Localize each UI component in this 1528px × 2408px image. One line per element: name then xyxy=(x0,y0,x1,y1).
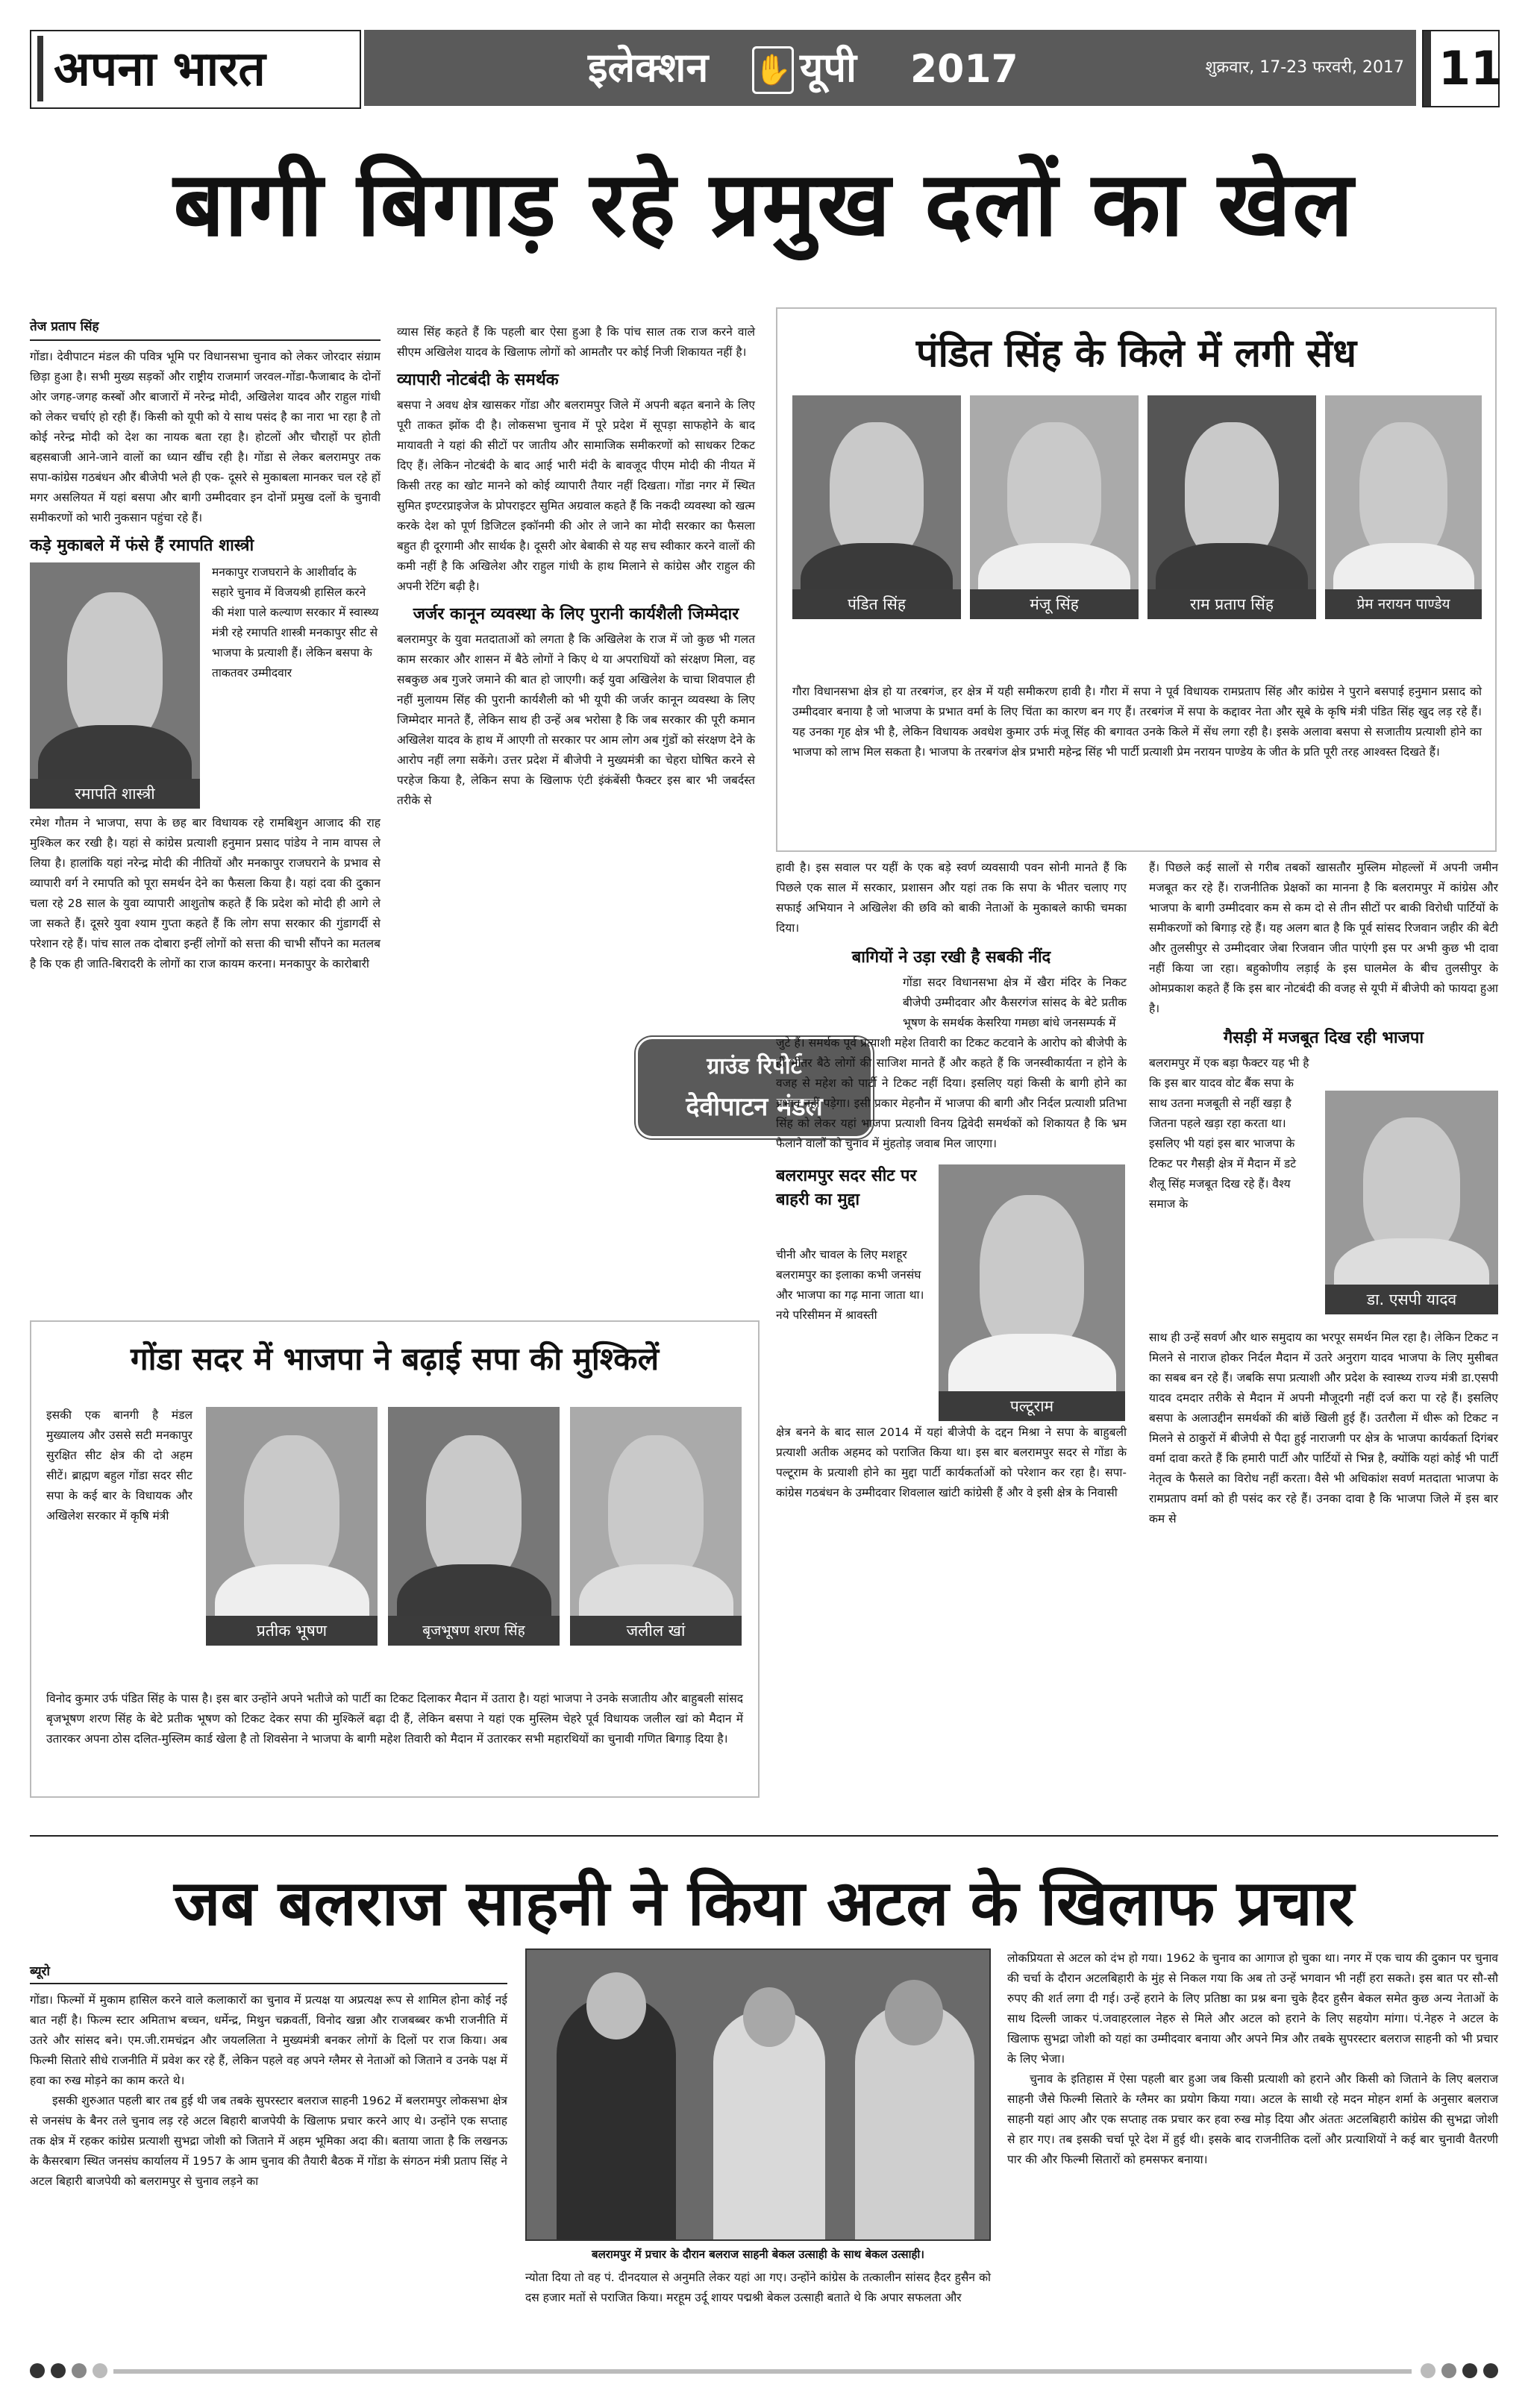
article2-column-3 xyxy=(1007,1948,1498,2170)
photo-prem-narayan-pandey xyxy=(1325,395,1482,619)
article2-p3: लोकप्रियता से अटल को दंभ हो गया। 1962 के चुनाव का आगाज हो चुका था। नगर में एक चाय की दुकान पर चुनाव की चर्चा के दौरान अटलबिहारी के मुंह से निकल गया कि अब तो उन्हें भगवान भी नहीं हरा सकते। इस बात पर सौ-सौ रुपए की शर्त लगा दी गई। उन्हें हराने के लिए प्रतिष्ठा का प्रश्न बना चुके हैदर हुसैन बेकल समेत कुछ अन्य नेताओं के साथ दिल्ली जाकर पं.जवाहरलाल नेहरु से मिले और अटल को हराने के लिए सहयोग मांगा। पं.नेहरु ने अटल के खिलाफ सुभद्रा जोशी को यहां का उम्मीदवार बनाया और अपने मित्र और तबके सुपरस्टार बलराज साहनी को भी प्रचार के लिए भेजा। xyxy=(1007,1951,1498,2066)
ramapati-text: मनकापुर राजघराने के आशीर्वाद के सहारे चुनाव में विजयश्री हासिल करने की मंशा पाले कल्याण सरकार में स्वास्थ्य मंत्री रहे रमापति शास्त्री मनकापुर सीट से भाजपा के प्रत्याशी हैं। लेकिन बसपा के ताकतवर उम्मीदवार xyxy=(212,565,379,680)
photo-caption: राम प्रताप सिंह xyxy=(1147,589,1316,619)
box-pandit-singh xyxy=(776,307,1497,852)
col3-p2: जुटे हैं। समर्थक पूर्व प्रत्याशी महेश तिवारी का टिकट कटवाने के आरोप को बीजेपी के ही भीतर बैठे लोगों की साजिश मानते हैं और कहते हैं कि जनस्वीकार्यता न होने के वजह से महेश को पार्टी ने टिकट नहीं दिया। इसलिए यहां किसी के बागी होने का प्रभाव नहीं पड़ेगा। इसी प्रकार मेहनौन में भाजपा की बागी और निर्दल प्रत्याशी प्रतिभा सिंह को लेकर यहां भाजपा प्रत्याशी विनय द्विवेदी समर्थकों को शिकायत है कि भ्रम फैलाने वालों को चुनाव में मुंहतोड़ जवाब मिल जाएगा। xyxy=(776,1036,1127,1150)
section-tail: यूपी xyxy=(800,44,857,91)
photo-jaleel-khan xyxy=(570,1407,742,1646)
col3-p3-short: चीनी और चावल के लिए मशहूर बलरामपुर का इलाका कभी जनसंघ और भाजपा का गढ़ माना जाता था। नये परिसीमन में श्रावस्ती xyxy=(776,1248,924,1322)
col2-top: व्यास सिंह कहते हैं कि पहली बार ऐसा हुआ है कि पांच साल तक राज करने वाले सीएम अखिलेश यादव के खिलाफ लोगों को आमतौर पर कोई निजी शिकायत नहीं है। xyxy=(397,325,755,359)
box-pandit-title: पंडित सिंह के किले में लगी सेंध xyxy=(915,331,1357,376)
column-2 xyxy=(397,322,755,811)
byline: तेज प्रताप सिंह xyxy=(30,319,99,334)
col3-p1: हावी है। इस सवाल पर यहीं के एक बड़े स्वर्ण व्यवसायी पवन सोनी मानते हैं कि पिछले एक साल में सरकार, प्रशासन और यहां तक कि सपा के भीतर चलाए गए सफाई अभियान ने अखिलेश की छवि को बाकी नेताओं के मुकाबले काफी चमका दिया। xyxy=(776,861,1127,935)
box-gonda-sadar xyxy=(30,1320,760,1798)
subhead-law-order: जर्जर कानून व्यवस्था के लिए पुरानी कार्यशैली जिम्मेदार xyxy=(413,605,739,624)
hand-symbol-icon: ✋ xyxy=(752,46,794,94)
photo-ramapati-shastri xyxy=(30,562,200,809)
subhead-traders: व्यापारी नोटबंदी के समर्थक xyxy=(397,371,559,389)
col3-p2-short: गोंडा सदर विधानसभा क्षेत्र में खैरा मंदिर के निकट बीजेपी उम्मीदवार और कैसरगंज सांसद के बेटे प्रतीक भूषण के समर्थक केसरिया गमछा बांधे जनसम्पर्क में xyxy=(903,976,1127,1029)
subhead-gaisadi: गैसड़ी में मजबूत दिख रही भाजपा xyxy=(1223,1029,1424,1047)
photo-prateek-bhushan xyxy=(206,1407,378,1646)
col4-p2-short: बलरामपुर में एक बड़ा फैक्टर यह भी है कि इस बार यादव वोट बैंक सपा के साथ उतना मजबूती से नहीं खड़ा है जितना पहले खड़ा रहा करता था। इसलिए भी यहां इस बार भाजपा के टिकट पर गैसड़ी क्षेत्र में मैदान में डटे शैलू सिंह मजबूत दिख रहे हैं। वैश्य समाज के xyxy=(1149,1056,1309,1211)
col4-p1: हैं। पिछले कई सालों से गरीब तबकों खासतौर मुस्लिम मोहल्लों में अपनी जमीन मजबूत कर रहे हैं। राजनीतिक प्रेक्षकों का मानना है कि बलरामपुर में कांग्रेस और भाजपा के बागी उम्मीदवार कम से कम दो से तीन सीटों पर बाकी विरोधी पार्टियों के समीकरणों को बिगाड़ रहे हैं। यह अलग बात है कि पूर्व सांसद रिजवान जहीर की बेटी और तुलसीपुर से उम्मीदवार जेबा रिजवान जीत पाएंगी इस पर अभी कुछ भी दावा नहीं किया जा रहा। बहुकोणीय लड़ाई के इस घालमेल के बीच तुलसीपुर के ओमप्रकाश कहते हैं कि इस बार नोटबंदी की वजह से यूपी में बीजेपी को फायदा हुआ है। xyxy=(1149,861,1498,1015)
ramapati-text-cont: रमेश गौतम ने भाजपा, सपा के छह बार विधायक रहे रामबिशुन आजाद की राह मुश्किल कर रखी है। यहां से कांग्रेस प्रत्याशी हनुमान प्रसाद पांडेय ने नाम वापस ले लिया है। हालांकि यहां नरेन्द्र मोदी की नीतियों और मनकापुर राजघराने के प्रभाव से व्यापारी वर्ग ने रमापति को पूरा समर्थन देने का फैसला किया है। यहां दवा की दुकान चला रहे 28 साल के युवा व्यापारी आशुतोष कहते हैं कि प्रदेश को मोदी ही आगे ले जा सकते हैं। दूसरे युवा श्याम गुप्ता कहते हैं कि लोग सपा सरकार की गुंडागर्दी से परेशान रहे हैं। पांच साल तक दोबारा इन्हीं लोगों को सत्ता की चाभी सौंपने का मतलब है कि एक ही जाति-बिरादरी के लोगों का राज कायम करना। मनकापुर के कारोबारी xyxy=(30,816,381,971)
subhead-balrampur: बलरामपुर सदर सीट पर बाहरी का मुद्दा xyxy=(776,1167,917,1209)
article-intro: गोंडा। देवीपाटन मंडल की पवित्र भूमि पर विधानसभा चुनाव को लेकर जोरदार संग्राम छिड़ा हुआ है। सभी मुख्य सड़कों और राष्ट्रीय राजमार्ग जरवल-गोंडा-फैजाबाद के दोनों ओर जगह-जगह कस्बों और बाजारों में नरेन्द्र मोदी, अखिलेश यादव और राहुल गांधी को लेकर चर्चाएं हो रही हैं। किसी को यूपी को ये साथ पसंद है का नारा भा रहा है तो कोई नरेन्द्र मोदी को देश का नायक बता रहा है। होटलों और चौराहों पर होती बहसबाजी आने-जाने वालों का ध्यान खींच रही है। गोंडा से लेकर बलरामपुर तक सपा-कांग्रेस गठबंधन और बीजेपी भले ही एक- दूसरे से मुकाबला मानकर चल रहे हों मगर असलियत में यहां बसपा और बागी उम्मीदवार इन दोनों प्रमुख दलों के चुनावी समीकरणों को भारी नुकसान पहुंचा रहे हैं। xyxy=(30,350,381,524)
box-pandit-text: गौरा विधानसभा क्षेत्र हो या तरबगंज, हर क्षेत्र में यही समीकरण हावी है। गौरा में सपा ने पूर्व विधायक रामप्रताप सिंह और कांग्रेस ने पुराने बसपाई हनुमान प्रसाद को उम्मीदवार बनाया है जो भाजपा के प्रभात वर्मा के लिए चिंता का कारण बन गए हैं। तरबगंज में सपा के कद्दावर नेता और सूबे के कृषि मंत्री पंडित सिंह खुद लड़ रहे हैं। यह उनका गृह क्षेत्र भी है, लेकिन विधायक अवधेश कुमार उर्फ मंजू सिंह की बगावत उनके किले में सेंध लगा रही है। इसके अलावा बसपा से सजातीय प्रत्याशी होने का भाजपा को लाभ मिल सकता है। भाजपा के तरबगंज क्षेत्र प्रभारी महेन्द्र सिंह भी पार्टी प्रत्याशी प्रेम नरायन पाण्डेय के जीत के प्रति पूरी तरह आश्वस्त दिखते हैं। xyxy=(792,685,1482,759)
article2-column-1 xyxy=(30,1990,507,2192)
page-number: 11 xyxy=(1438,41,1503,95)
photo-caption: डा. एसपी यादव xyxy=(1325,1285,1498,1314)
issue-date: शुक्रवार, 17-23 फरवरी, 2017 xyxy=(1205,58,1404,77)
subhead-ramapati: कड़े मुकाबले में फंसे हैं रमापति शास्त्री xyxy=(30,536,254,555)
article2-photo-caption: बलरामपुर में प्रचार के दौरान बलराज साहनी बेकल उत्साही के साथ बेकल उत्साही। xyxy=(592,2248,924,2261)
photo-sp-yadav xyxy=(1325,1091,1498,1314)
photo-caption: प्रतीक भूषण xyxy=(206,1616,378,1646)
photo-palturam xyxy=(939,1164,1125,1421)
article2-p2: इसकी शुरुआत पहली बार तब हुई थी जब तबके सुपरस्टार बलराज साहनी 1962 में बलरामपुर लोकसभा क्षेत्र से जनसंघ के बैनर तले चुनाव लड़ रहे अटल बिहारी बाजपेयी के खिलाफ प्रचार करने आए थे। उन्होंने एक सप्ताह तक क्षेत्र में रहकर कांग्रेस प्रत्याशी सुभद्रा जोशी को जिताने में अहम भूमिका अदा की। बताया जाता है कि लखनऊ के कैसरबाग स्थित जनसंघ कार्यालय में 1957 के आम चुनाव की तैयारी बैठक में गोंडा के संगठन मंत्री प्रताप सिंह ने अटल बिहारी बाजपेयी को बलरामपुर से चुनाव लड़ने का xyxy=(30,2094,507,2188)
photo-caption: मंजू सिंह xyxy=(970,589,1139,619)
photo-caption: बृजभूषण शरण सिंह xyxy=(388,1616,560,1646)
main-headline: बागी बिगाड़ रहे प्रमुख दलों का खेल xyxy=(173,153,1355,257)
photo-caption: रमापति शास्त्री xyxy=(30,779,200,809)
photo-caption: जलील खां xyxy=(570,1616,742,1646)
article2-p4: चुनाव के इतिहास में ऐसा पहली बार हुआ जब किसी प्रत्याशी को हराने और किसी को जिताने के लिए बलराज साहनी जैसे फिल्मी सितारे के ग्लैमर का प्रयोग किया गया। अटल के साथी रहे मदन मोहन शर्मा के अनुसार बलराज साहनी यहां आए और एक सप्ताह तक प्रचार कर हवा रुख मोड़ दिया और अंततः अटलबिहारी कांग्रेस की सुभद्रा जोशी से हार गए। तब इसकी चर्चा पूरे देश में हुई थी। इसके बाद राजनीतिक दलों और प्रत्याशियों ने कई बार चुनावी वैतरणी पार की और फिल्मी सितारों को हमसफर बनाया। xyxy=(1007,2072,1498,2166)
photo-pandit-singh xyxy=(792,395,961,619)
photo-caption: प्रेम नरायन पाण्डेय xyxy=(1325,589,1482,619)
col3-p3: क्षेत्र बनने के बाद साल 2014 में यहां बीजेपी के दद्दन मिश्रा ने सपा के बाहुबली प्रत्याशी अतीक अहमद को पराजित किया था। इस बार बलरामपुर सदर से गोंडा के पल्टूराम के प्रत्याशी होने का मुद्दा पार्टी कार्यकर्ताओं को परेशान कर रहा है। सपा-कांग्रेस गठबंधन के उम्मीदवार शिवलाल खांटी कांग्रेसी हैं और वे इसी क्षेत्र के निवासी xyxy=(776,1426,1127,1499)
col2-p3: बलरामपुर के युवा मतदाताओं को लगता है कि अखिलेश के राज में जो कुछ भी गलत काम सरकार और शासन में बैठे लोगों ने किए थे या अपराधियों को संरक्षण मिला, वह सबकुछ अब गुजरे जमाने की बात हो जाएगी। कई युवा अखिलेश के चाचा शिवपाल ही नहीं मुलायम सिंह की पुरानी कार्यशैली को भी यूपी की जर्जर कानून व्यवस्था के लिए जिम्मेदार मानते हैं, लेकिन साथ ही उन्हें अब भरोसा है कि जब सरकार की पूरी कमान अखिलेश यादव के हाथ में आएगी तो सरकार पर आम लोग अब गुंडों को संरक्षण देने के आरोप नहीं लगा सकेंगे। उत्तर प्रदेश में बीजेपी ने मुख्यमंत्री का चेहरा घोषित करने से परहेज किया है, लेकिन सपा के खिलाफ एंटी इंकंबेंसी फैक्टर इस बार भी जबर्दस्त तरीके से xyxy=(397,633,755,807)
footer-bar xyxy=(30,2357,1498,2387)
subhead-rebels: बागियों ने उड़ा रखी है सबकी नींद xyxy=(851,948,1051,967)
article2-mid-text: न्योता दिया तो वह पं. दीनदयाल से अनुमति लेकर यहां आ गए। उन्होंने कांग्रेस के तत्कालीन सांसद हैदर हुसैन को दस हजार मतों से पराजित किया। मरहूम उर्दू शायर पद्मश्री बेकल उत्साही बताते थे कि अपार सफलता और xyxy=(525,2271,991,2304)
paper-name-box xyxy=(30,30,361,109)
ground-report-line2: देवीपाटन मंडल xyxy=(686,1092,823,1122)
photo-brijbhushan-sharan-singh xyxy=(388,1407,560,1646)
masthead xyxy=(30,30,1503,107)
section-year: 2017 xyxy=(910,47,1018,92)
article2-photo xyxy=(525,1948,991,2241)
ground-report-line1: ग्राउंड रिपोर्ट xyxy=(707,1053,802,1079)
column-3 xyxy=(776,858,1127,1503)
photo-caption: पंडित सिंह xyxy=(792,589,961,619)
paper-name: अपना भारत xyxy=(54,41,266,97)
box-gonda-short: इसकी एक बानगी है मंडल मुख्यालय और उससे सटी मनकापुर सुरक्षित सीट क्षेत्र की दो अहम सीटें। ब्राह्मण बहुल गोंडा सदर सीट सपा के कई बार के विधायक और अखिलेश सरकार में कृषि मंत्री xyxy=(46,1408,192,1523)
article2-headline: जब बलराज साहनी ने किया अटल के खिलाफ प्रचार xyxy=(174,1866,1354,1940)
box-gonda-text: विनोद कुमार उर्फ पंडित सिंह के पास है। इस बार उन्होंने अपने भतीजे को पार्टी का टिकट दिलाकर मैदान में उतारा है। यहां भाजपा ने उनके सजातीय और बाहुबली सांसद बृजभूषण शरण सिंह के बेटे प्रतीक भूषण को टिकट देकर सपा की मुश्किलें बढ़ा दी हैं, लेकिन बसपा ने यहां एक मुस्लिम चेहरे पूर्व विधायक जलील खां को मैदान में उतारकर अपना ठोस दलित-मुस्लिम कार्ड खेला है तो शिवसेना ने भाजपा के बागी महेश तिवारी को मैदान में उतारकर सभी महारथियों का चुनावी गणित बिगाड़ दिया है। xyxy=(46,1692,743,1746)
column-1 xyxy=(30,347,381,974)
article2-byline: ब्यूरो xyxy=(30,1964,50,1979)
photo-manju-singh xyxy=(970,395,1139,619)
col4-p2: साथ ही उन्हें सवर्ण और थारु समुदाय का भरपूर समर्थन मिल रहा है। लेकिन टिकट न मिलने से नाराज होकर निर्दल मैदान में उतरे अनुराग यादव भाजपा के लिए मुसीबत का सबब बन रहे हैं। जबकि सपा प्रत्याशी और प्रदेश के स्वास्थ्य राज्य मंत्री डा.एसपी यादव दमदार तरीके से मैदान में अपनी मौजूदगी नहीं दर्ज करा पा रहे हैं। इसलिए बसपा के अलाउद्दीन समर्थकों की बांछें खिली हुई हैं। उतरौला में धीरू को टिकट न मिलने से ठाकुरों में बीजेपी से पैदा हुई नाराजगी पर क्षेत्र के भाजपा कार्यकर्ता दिगंबर वर्मा दावा करते हैं कि हमारी पार्टी और पार्टियों से भिन्न है, क्योंकि यहां कोई भी पार्टी नेतृत्व के फैसले का विरोध नहीं करता। वैसे भी अधिकांश सवर्ण मतदाता भाजपा के रामप्रताप वर्मा को ही पसंद कर रहे हैं। उनका दावा है कि भाजपा जिले में इस बार कम से xyxy=(1149,1331,1498,1526)
box-gonda-title: गोंडा सदर में भाजपा ने बढ़ाई सपा की मुश्किलें xyxy=(130,1341,660,1377)
section-band xyxy=(364,30,1416,106)
section-label: इलेक्शन xyxy=(588,44,709,91)
article2-p1: गोंडा। फिल्मों में मुकाम हासिल करने वाले कलाकारों का चुनाव में प्रत्यक्ष या अप्रत्यक्ष रूप से शामिल होना कोई नई बात नहीं है। फिल्म स्टार अमिताभ बच्चन, धर्मेन्द्र, मिथुन चक्रवर्ती, विनोद खन्ना और राजबब्बर कभी राजनीति में उतरे और सांसद बने। एम.जी.रामचंद्रन और जयललिता ने मुख्यमंत्री बनकर लोगों के दिलों पर राज किया। अब फिल्मी सितारे सीधे राजनीति में प्रवेश कर रहे हैं, लेकिन पहले वह अपने ग्लैमर से नेताओं को जिताने व उनके पक्ष में हवा का रुख मोड़ने का काम करते थे। xyxy=(30,1993,507,2087)
photo-ram-pratap-singh xyxy=(1147,395,1316,619)
photo-caption: पल्टूराम xyxy=(939,1391,1125,1421)
column-4 xyxy=(1149,858,1498,1529)
page-number-box xyxy=(1422,30,1503,107)
col2-p2: बसपा ने अवध क्षेत्र खासकर गोंडा और बलरामपुर जिले में अपनी बढ़त बनाने के लिए पूरी ताकत झोंक दी है। लोकसभा चुनाव में पूरे प्रदेश में सूपड़ा साफहोने के बाद मायावती ने यहां की सीटों पर जातीय और सामाजिक समीकरणों को साधकर टिकट दिए हैं। लेकिन नोटबंदी के बाद आई भारी मंदी के बावजूद पीएम मोदी की नीयत में किसी तरह का खोट मानने को कोई व्यापारी तैयार नहीं दिखता। गोंडा नगर में स्थित सुमित इण्टरप्राइजेज के प्रोपराइटर सुमित अग्रवाल कहते हैं कि नकदी व्यवस्था को खत्म करके देश को पूर्ण डिजिटल इकॉनमी की ओर ले जाने का मोदी सरकार का फैसला बहुत ही दूरगामी और सार्थक है। दूसरी ओर बेबाकी से यह सच स्वीकार करने वालों की कमी नहीं है कि अखिलेश और राहुल गांधी के हाथ मिलाने से कांग्रेस और राहुल की अपनी रेटिंग बढ़ी है। xyxy=(397,398,755,593)
